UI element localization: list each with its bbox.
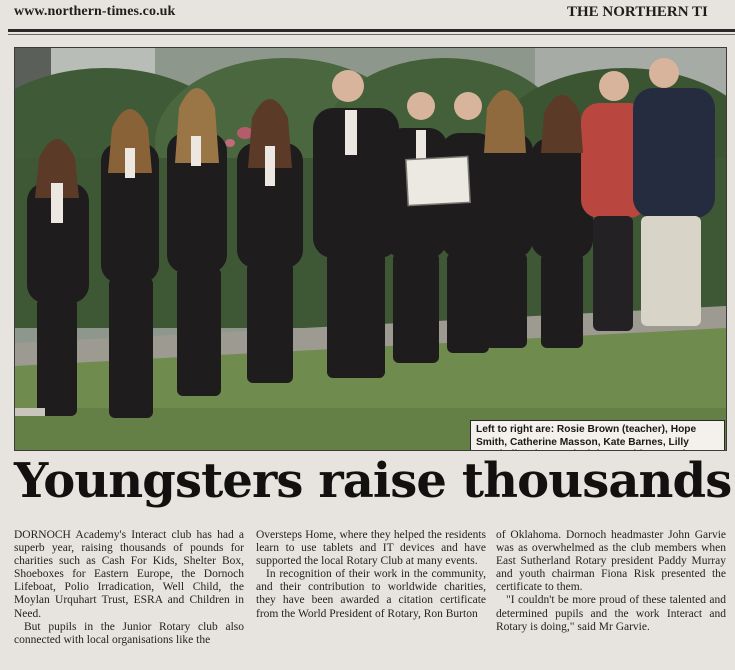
newspaper-name: THE NORTHERN TI [567, 4, 708, 20]
group-photo [14, 47, 727, 451]
article-column-2 [256, 529, 486, 621]
page-header [0, 0, 735, 28]
site-url: www.northern-times.co.uk [14, 4, 176, 19]
paragraph: Oversteps Home, where they helped the residents learn to use tablets and IT devices and have supported the local Rotary Club at many events. [256, 529, 486, 568]
headline: Youngsters raise thousands [14, 453, 732, 509]
header-rule-thin [8, 34, 735, 35]
paragraph: DORNOCH Academy's Interact club has had a superb year, raising thousands of pounds for charities such as Cash For Kids, Shelter Box, Shoeboxes for Eastern Europe, the Dornoch Lifeboat, Polio Irradication, Well Child, the Moylan Urquhart Trust, ESRA and Children in Need. [14, 529, 244, 620]
paragraph: "I couldn't be more proud of these talented and determined pupils and the work Interact and Rotary is doing," said Mr Garvie. [496, 594, 726, 633]
photo-illustration [15, 48, 726, 450]
paragraph: of Oklahoma. Dornoch headmaster John Garvie was as overwhelmed as the club members when East Sutherland Rotary president Paddy Murray and youth chairman Fiona Risk presented the certificate to them. [496, 529, 726, 594]
photo-caption: Left to right are: Rosie Brown (teacher), Hope Smith, Catherine Masson, Kate Barnes, Lilly [470, 420, 725, 451]
header-rule [8, 29, 735, 32]
paragraph: But pupils in the Junior Rotary club also connected with local organisations like the [14, 620, 244, 646]
article-column-3 [496, 529, 726, 634]
paragraph: In recognition of their work in the community, and their contribution to worldwide charities, they have been awarded a citation certificate from the World President of Rotary, Ron Burton [256, 568, 486, 620]
article-column-1 [14, 529, 244, 647]
